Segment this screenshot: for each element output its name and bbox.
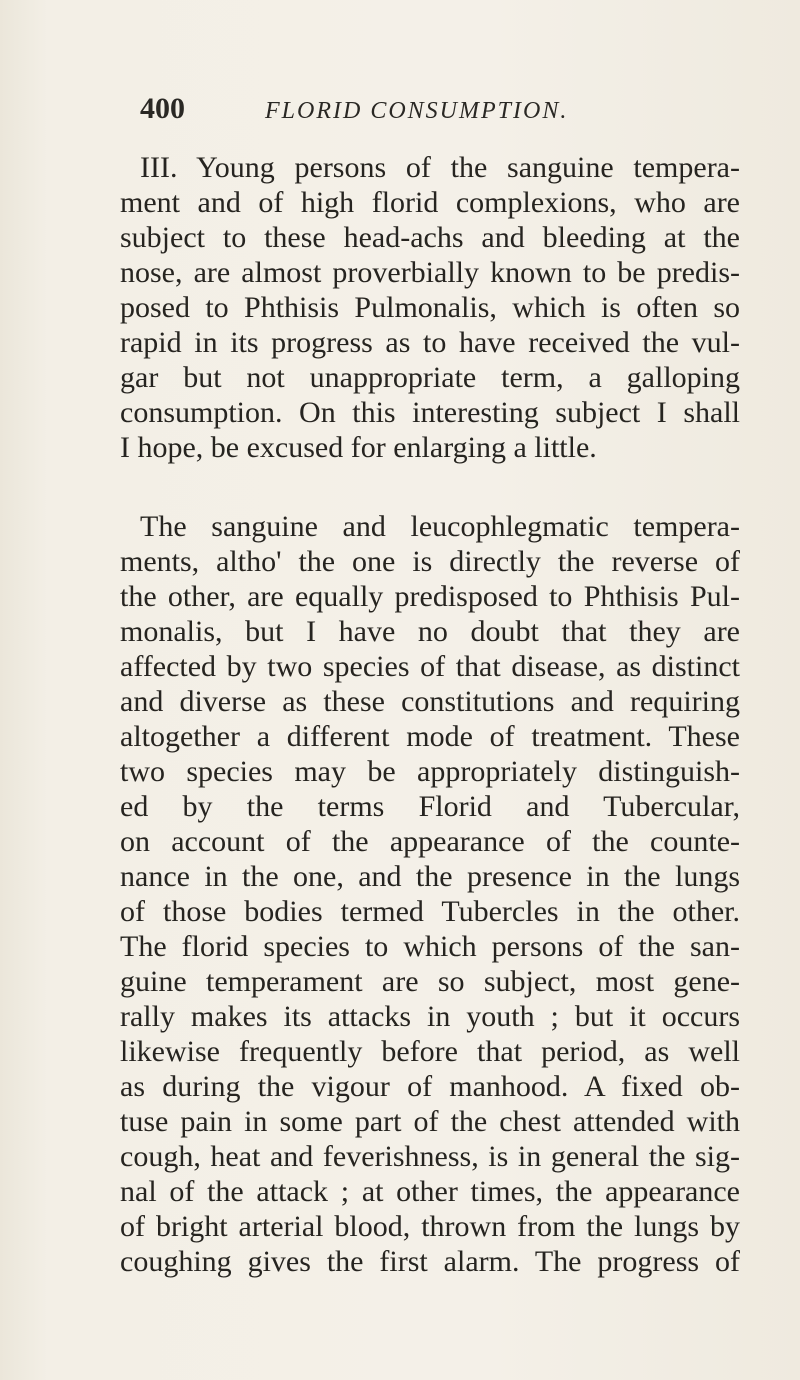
text-line: cough, heat and feverishness, is in general the sig- xyxy=(120,1140,740,1173)
text-line: on account of the appearance of the counte- xyxy=(120,825,740,858)
text-line: I hope, be excused for enlarging a little. xyxy=(120,431,597,464)
text-line: nal of the attack ; at other times, the appearance xyxy=(120,1175,740,1208)
running-title: FLORID CONSUMPTION. xyxy=(265,98,569,124)
text-line: consumption. On this interesting subject I shall xyxy=(120,396,740,429)
text-line: nose, are almost proverbially known to be predis- xyxy=(120,256,740,289)
paragraph-gap xyxy=(120,465,740,509)
paragraph-1 xyxy=(120,150,740,465)
text-line: tuse pain in some part of the chest attended with xyxy=(120,1105,740,1138)
text-line: coughing gives the first alarm. The progress of xyxy=(120,1245,740,1278)
page-number: 400 xyxy=(140,92,185,125)
text-line: The sanguine and leucophlegmatic tempera- xyxy=(140,510,740,543)
text-line: of those bodies termed Tubercles in the other. xyxy=(120,895,740,928)
text-line-smallcaps xyxy=(120,789,740,824)
text-line: monalis, but I have no doubt that they are xyxy=(120,615,740,648)
paragraph-2 xyxy=(120,509,740,1279)
page-header xyxy=(140,92,740,136)
text-line: nance in the one, and the presence in the lungs xyxy=(120,860,740,893)
text-line: gar but not unappropriate term, a galloping xyxy=(120,361,740,394)
text-line-content: ed by the terms Florid and Tubercular, xyxy=(120,790,740,823)
text-line: rapid in its progress as to have received the vul- xyxy=(120,326,740,359)
text-line: subject to these head-achs and bleeding at the xyxy=(120,221,740,254)
text-line: altogether a different mode of treatment. These xyxy=(120,720,740,753)
text-line: of bright arterial blood, thrown from the lungs by xyxy=(120,1210,740,1243)
text-line: the other, are equally predisposed to Phthisis Pul- xyxy=(120,580,740,613)
text-line: two species may be appropriately distinguish- xyxy=(120,755,740,788)
text-line: rally makes its attacks in youth ; but it occurs xyxy=(120,1000,740,1033)
text-line: guine temperament are so subject, most gene- xyxy=(120,965,740,998)
body-text xyxy=(120,150,740,1279)
text-line: The florid species to which persons of the san- xyxy=(120,930,740,963)
text-line: posed to Phthisis Pulmonalis, which is often so xyxy=(120,291,740,324)
text-line: likewise frequently before that period, as well xyxy=(120,1035,740,1068)
text-line: affected by two species of that disease, as distinct xyxy=(120,650,740,683)
text-line: III. Young persons of the sanguine tempera- xyxy=(140,151,740,184)
text-line: ment and of high florid complexions, who are xyxy=(120,186,740,219)
text-line: and diverse as these constitutions and requiring xyxy=(120,685,740,718)
text-line: ments, altho' the one is directly the reverse of xyxy=(120,545,740,578)
text-line: as during the vigour of manhood. A fixed ob- xyxy=(120,1070,740,1103)
